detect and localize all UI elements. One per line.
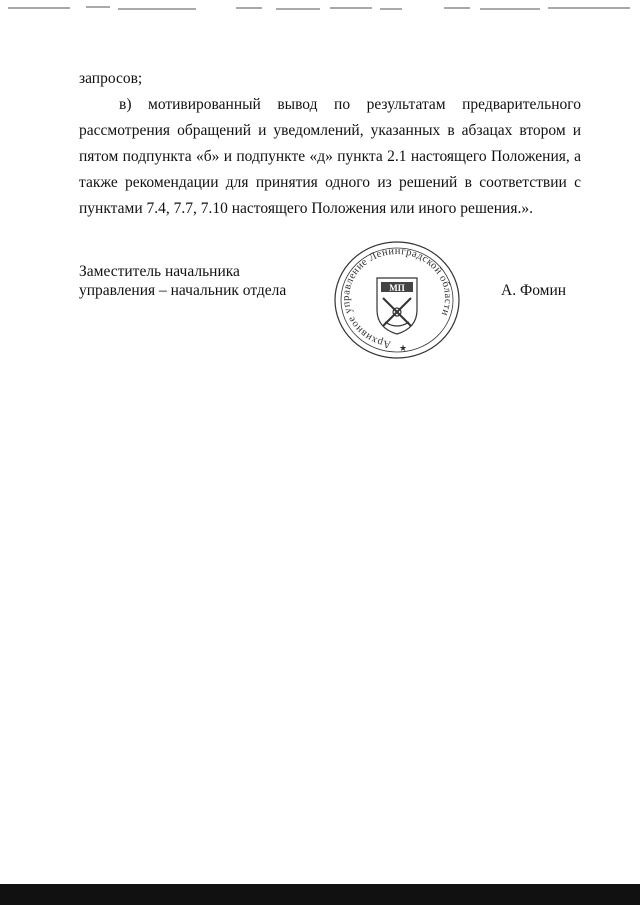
- paragraph-v: в) мотивированный вывод по результатам предварительного рассмотрения обращений и уведомлений, указанных в абзацах втором и пятом подпункта «б» и подпункте «д» пункта 2.1 настоящего Положения, а также рекомендации для принятия одного из решений в соответствии с пунктами 7.4, 7.7, 7.10 настоящего Положения или иного решения.».: [79, 96, 581, 217]
- official-seal-stamp: [327, 240, 467, 368]
- signatory-position: [79, 262, 286, 300]
- position-line-2: управления – начальник отдела: [79, 282, 287, 299]
- position-line-1: Заместитель начальника: [79, 263, 240, 280]
- paragraph-continuation: запросов;: [79, 70, 143, 87]
- scan-bottom-edge: [0, 884, 640, 905]
- svg-text:★: ★: [399, 344, 408, 354]
- signatory-name: А. Фомин: [501, 282, 567, 299]
- scan-edge-noise: [0, 0, 640, 14]
- svg-text:Архивное управление Ленинградс: Архивное управление Ленинградской области: [341, 245, 454, 350]
- document-body: [79, 66, 581, 222]
- svg-text:МП: МП: [389, 283, 405, 293]
- coat-of-arms-icon: [377, 278, 417, 334]
